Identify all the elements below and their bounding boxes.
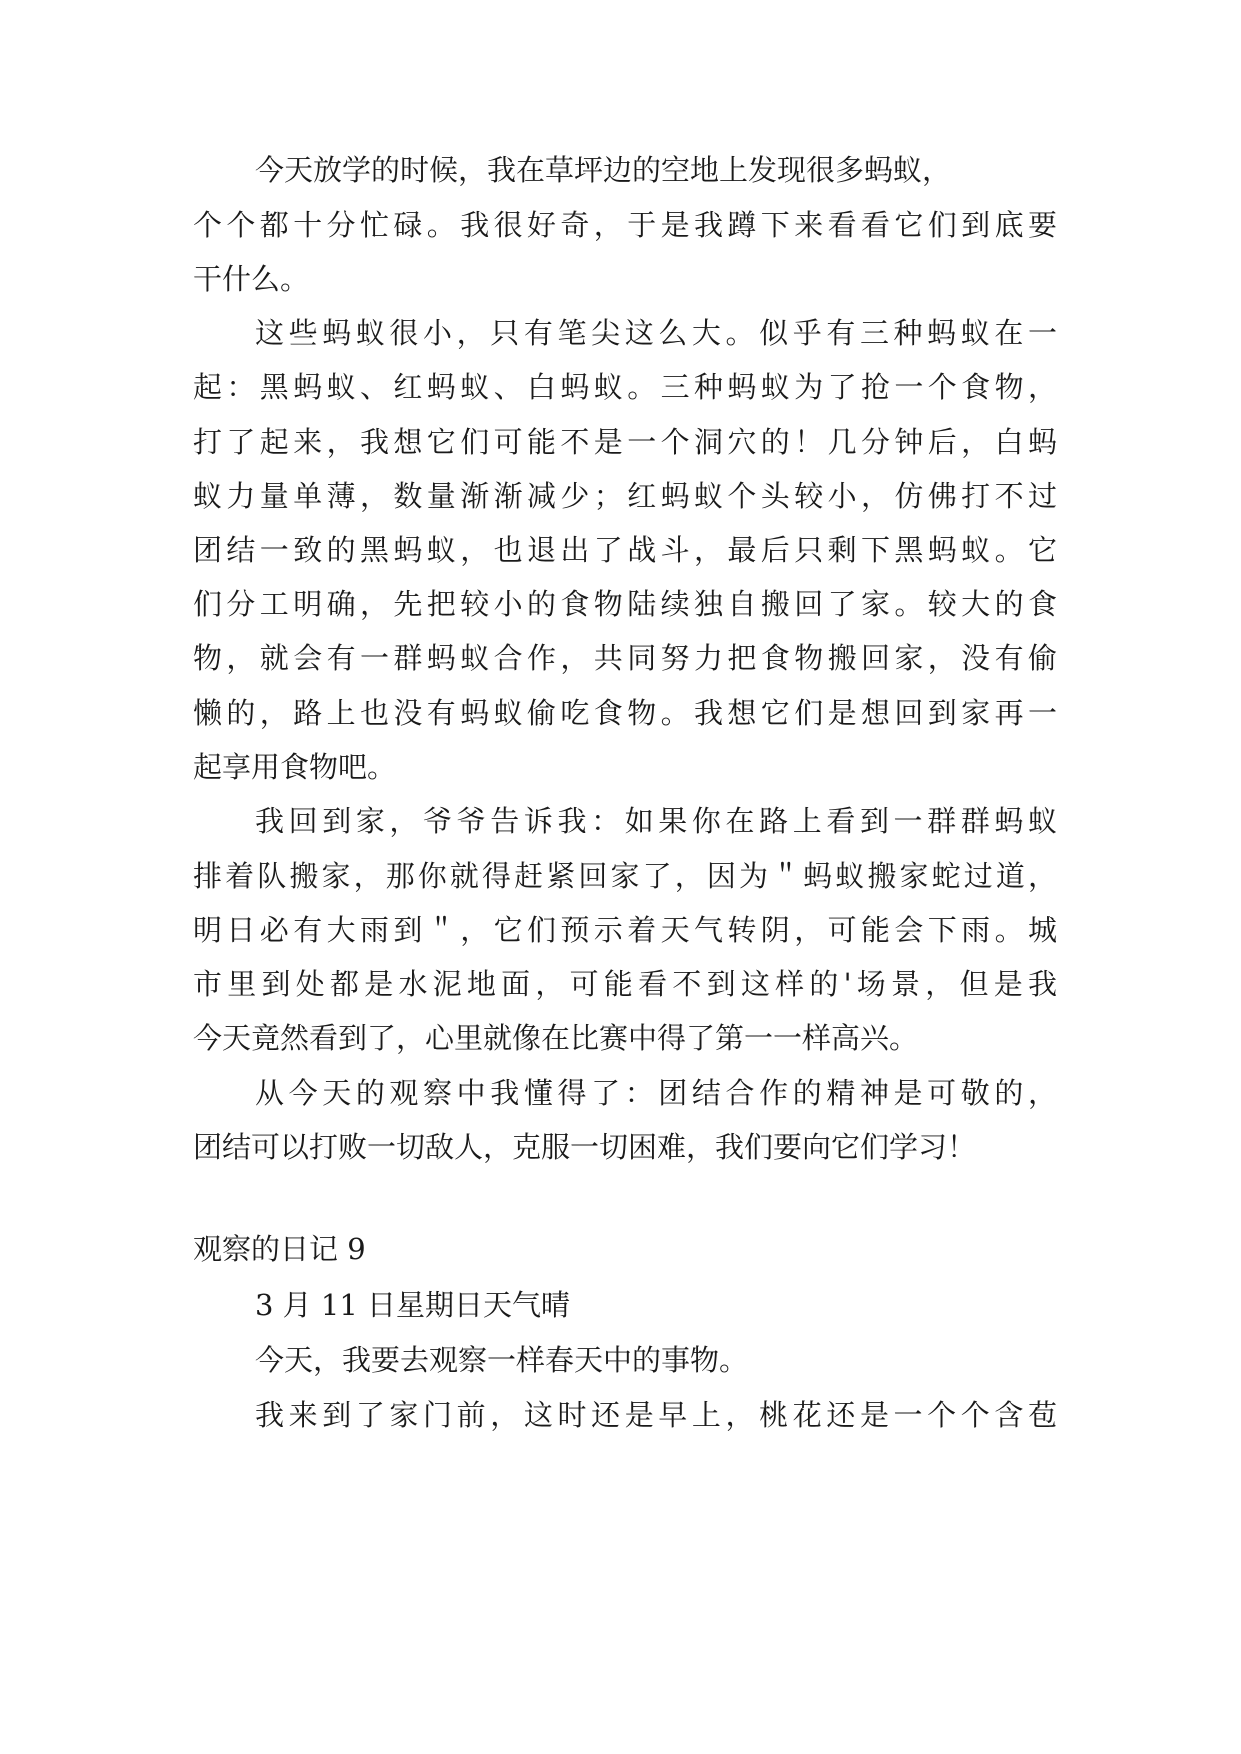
last-line: 我来到了家门前，这时还是早上，桃花还是一个个含苞 bbox=[255, 1398, 1057, 1432]
paragraph-2-line-3: 打了起来，我想它们可能不是一个洞穴的！几分钟后，白蚂 bbox=[193, 425, 1057, 459]
date-line: 3 月 11 日星期日天气晴 bbox=[255, 1288, 571, 1322]
paragraph-3-line-4: 市里到处都是水泥地面，可能看不到这样的'场景，但是我 bbox=[193, 967, 1057, 1001]
paragraph-2-line-2: 起：黑蚂蚁、红蚂蚁、白蚂蚁。三种蚂蚁为了抢一个食物， bbox=[193, 370, 1057, 404]
paragraph-3-line-1: 我回到家，爷爷告诉我：如果你在路上看到一群群蚂蚁 bbox=[255, 804, 1057, 838]
section-title: 观察的日记 9 bbox=[193, 1232, 366, 1266]
paragraph-2-line-6: 们分工明确，先把较小的食物陆续独自搬回了家。较大的食 bbox=[193, 587, 1057, 621]
paragraph-3-line-5: 今天竟然看到了，心里就像在比赛中得了第一一样高兴。 bbox=[193, 1021, 919, 1055]
paragraph-1-line-1: 今天放学的时候，我在草坪边的空地上发现很多蚂蚁， bbox=[255, 153, 952, 187]
paragraph-4-line-2: 团结可以打败一切敌人，克服一切困难，我们要向它们学习！ bbox=[193, 1130, 977, 1164]
paragraph-2-line-4: 蚁力量单薄，数量渐渐减少；红蚂蚁个头较小，仿佛打不过 bbox=[193, 479, 1057, 513]
paragraph-3-line-3: 明日必有大雨到＂，它们预示着天气转阴，可能会下雨。城 bbox=[193, 913, 1057, 947]
paragraph-4-line-1: 从今天的观察中我懂得了：团结合作的精神是可敬的， bbox=[255, 1076, 1057, 1110]
paragraph-2-line-7: 物，就会有一群蚂蚁合作，共同努力把食物搬回家，没有偷 bbox=[193, 641, 1057, 675]
paragraph-2-line-5: 团结一致的黑蚂蚁，也退出了战斗，最后只剩下黑蚂蚁。它 bbox=[193, 533, 1057, 567]
paragraph-3-line-2: 排着队搬家，那你就得赶紧回家了，因为＂蚂蚁搬家蛇过道， bbox=[193, 859, 1057, 893]
paragraph-2-line-9: 起享用食物吧。 bbox=[193, 750, 397, 784]
paragraph-1-line-3: 干什么。 bbox=[193, 262, 310, 296]
paragraph-2-line-8: 懒的，路上也没有蚂蚁偷吃食物。我想它们是想回到家再一 bbox=[193, 696, 1057, 730]
paragraph-2-line-1: 这些蚂蚁很小，只有笔尖这么大。似乎有三种蚂蚁在一 bbox=[255, 316, 1057, 350]
intro-line: 今天，我要去观察一样春天中的事物。 bbox=[255, 1343, 749, 1377]
paragraph-1-line-2: 个个都十分忙碌。我很好奇，于是我蹲下来看看它们到底要 bbox=[193, 208, 1057, 242]
